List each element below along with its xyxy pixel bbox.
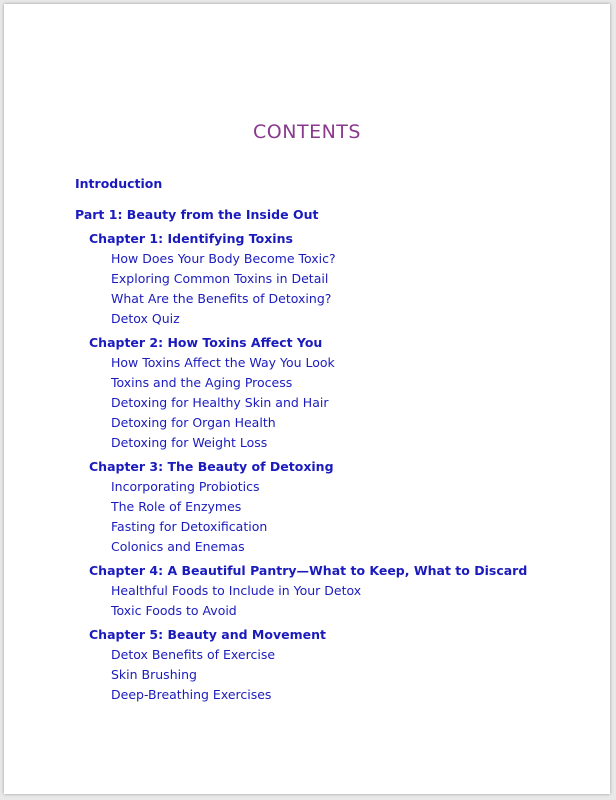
toc-section[interactable]: Healthful Foods to Include in Your Detox — [111, 583, 362, 598]
toc-chapter-3[interactable]: Chapter 3: The Beauty of Detoxing — [89, 459, 334, 474]
page-title: CONTENTS — [253, 121, 361, 143]
toc-section[interactable]: Exploring Common Toxins in Detail — [111, 271, 329, 286]
toc-section[interactable]: The Role of Enzymes — [111, 499, 242, 514]
toc-section[interactable]: Deep-Breathing Exercises — [111, 687, 272, 702]
toc-chapter-1[interactable]: Chapter 1: Identifying Toxins — [89, 231, 293, 246]
toc-section[interactable]: Detoxing for Organ Health — [111, 415, 276, 430]
table-of-contents — [75, 174, 590, 709]
toc-section[interactable]: Detoxing for Weight Loss — [111, 435, 268, 450]
toc-section[interactable]: Fasting for Detoxification — [111, 519, 268, 534]
toc-section[interactable]: Detox Quiz — [111, 311, 180, 326]
toc-section[interactable]: Incorporating Probiotics — [111, 479, 260, 494]
toc-section[interactable]: Toxins and the Aging Process — [111, 375, 293, 390]
document-page — [4, 4, 610, 794]
toc-section[interactable]: How Toxins Affect the Way You Look — [111, 355, 335, 370]
toc-chapter-3-group — [75, 457, 590, 557]
toc-chapter-5[interactable]: Chapter 5: Beauty and Movement — [89, 627, 326, 642]
toc-introduction[interactable]: Introduction — [75, 176, 163, 191]
toc-section[interactable]: What Are the Benefits of Detoxing? — [111, 291, 332, 306]
toc-section[interactable]: Skin Brushing — [111, 667, 197, 682]
toc-chapter-2-group — [75, 333, 590, 453]
toc-section[interactable]: Detox Benefits of Exercise — [111, 647, 276, 662]
toc-section[interactable]: How Does Your Body Become Toxic? — [111, 251, 336, 266]
toc-section[interactable]: Toxic Foods to Avoid — [111, 603, 237, 618]
toc-chapter-1-group — [75, 229, 590, 329]
toc-section[interactable]: Detoxing for Healthy Skin and Hair — [111, 395, 329, 410]
toc-part-1[interactable]: Part 1: Beauty from the Inside Out — [75, 207, 319, 222]
toc-chapter-4[interactable]: Chapter 4: A Beautiful Pantry—What to Keep, What to Discard — [89, 563, 528, 578]
toc-chapter-5-group — [75, 625, 590, 705]
toc-chapter-2[interactable]: Chapter 2: How Toxins Affect You — [89, 335, 323, 350]
toc-chapter-4-group — [75, 561, 590, 621]
toc-section[interactable]: Colonics and Enemas — [111, 539, 245, 554]
